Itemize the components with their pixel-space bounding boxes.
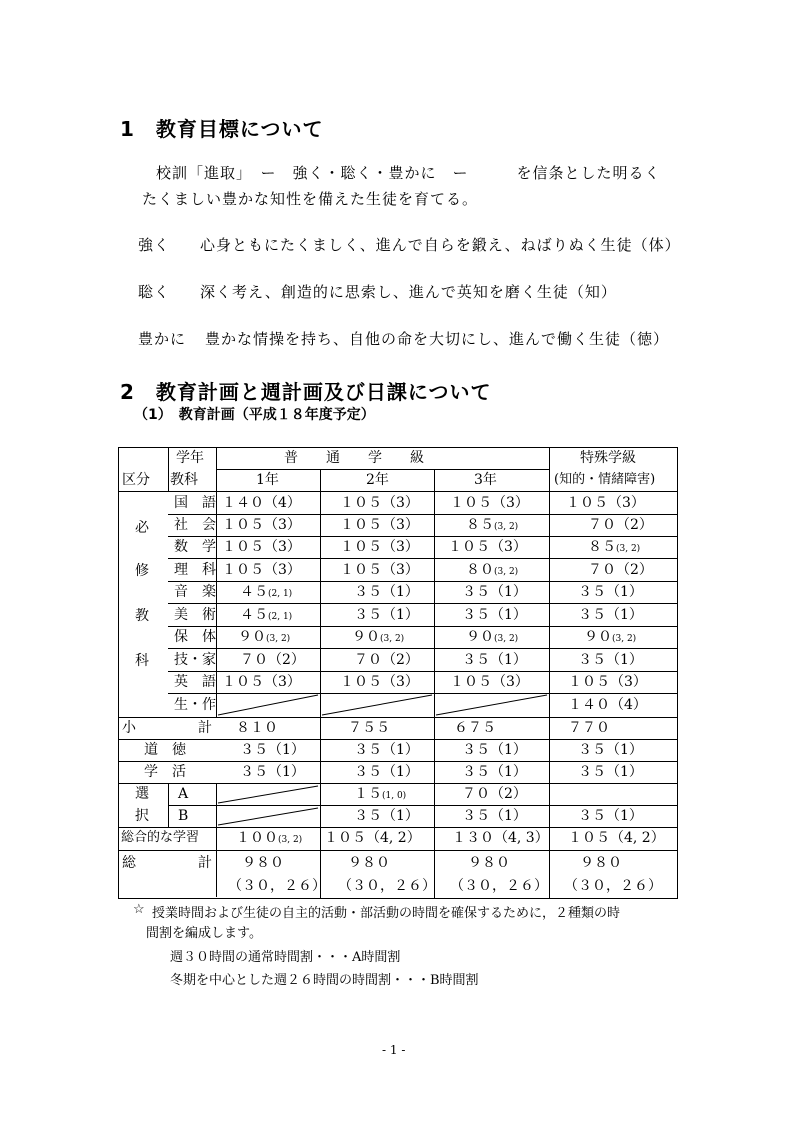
subject-cell-sub: (2, 1) [268, 589, 293, 599]
dotoku-y3: ３５（1） [462, 742, 527, 758]
shokei-label-b: 計 [198, 720, 212, 736]
sokei-y2: ９８０ [348, 855, 390, 871]
subject-cell-value: １０５（3） [222, 517, 301, 533]
sentaku-a-label: A [178, 786, 189, 802]
section1-title: 1 教育目標について [120, 117, 324, 141]
section2-subtitle: （1） 教育計画（平成１８年度予定） [134, 407, 375, 423]
dotoku-label: 道 徳 [144, 742, 186, 758]
subject-cell-c1 [222, 514, 301, 536]
shokei-tokushu: ７７０ [568, 720, 610, 736]
sentaku-a-y2-value: １５ [354, 786, 382, 802]
subject-cell-sub: (3, 2) [494, 567, 519, 577]
subject-cell-c2 [352, 626, 404, 650]
subject-cell-c1 [222, 536, 301, 558]
subject-cell-c4 [578, 649, 643, 671]
sentaku-b-tokushu: ３５（1） [578, 808, 643, 824]
hisshu-char-4: 科 [135, 653, 149, 669]
subject-cell-sub: (3, 2) [380, 634, 405, 644]
diagonal-strikes-seisaku [216, 693, 551, 718]
gakkatsu-y3: ３５（1） [462, 764, 527, 780]
subject-cell-value: １０５（3） [450, 674, 529, 690]
subject-cell-c4 [588, 559, 653, 581]
sokei-tokushu-sub: （３０，２６） [564, 878, 662, 894]
sogo-y1-sub: (3, 2) [278, 835, 303, 845]
motto-line2: たくましい豊かな知性を備えた生徒を育てる。 [142, 190, 479, 208]
subject-cell-sub: (3, 2) [494, 634, 519, 644]
subject-cell-value: ９０ [352, 629, 380, 645]
gakkatsu-tokushu: ３５（1） [578, 764, 643, 780]
subject-cell-c4 [566, 492, 645, 514]
sogo-y1-value: １００ [236, 830, 278, 846]
subject-name: 生・作 [174, 697, 216, 713]
subject-cell-c2 [340, 492, 419, 514]
subject-cell-c1 [240, 581, 292, 605]
sentaku-a-y2 [354, 783, 406, 807]
subject-name: 国 語 [174, 495, 216, 511]
subject-cell-value: １０５（3） [450, 495, 529, 511]
subject-cell-c4 [588, 536, 640, 560]
subject-cell-c2 [340, 536, 419, 558]
sentaku-a-y3: ７０（2） [462, 786, 527, 802]
hdr-tokushu-sub: (知的・情緒障害) [554, 472, 656, 487]
gakkatsu-y1: ３５（1） [240, 764, 305, 780]
subject-name: 英 語 [174, 674, 216, 690]
subject-cell-c1 [240, 604, 292, 628]
hisshu-char-3: 教 [135, 608, 149, 624]
subject-cell-c4 [578, 604, 643, 626]
sogo-y1 [236, 827, 302, 851]
subject-cell-value: １０５（3） [340, 517, 419, 533]
sokei-y1-sub: （３０，２６） [228, 878, 326, 894]
hisshu-char-2: 修 [135, 563, 149, 579]
subject-cell-value: ９０ [584, 629, 612, 645]
subject-name: 音 楽 [174, 584, 216, 600]
subject-cell-c3 [448, 536, 527, 558]
note-line2: 間割を編成します。 [146, 926, 262, 941]
note-line3: 週３０時間の通常時間割・・・A時間割 [170, 950, 401, 965]
subject-cell-value: ８０ [466, 562, 494, 578]
page-number: - 1 - [382, 1043, 406, 1057]
subject-cell-c1 [238, 626, 290, 650]
sentaku-b-y3: ３５（1） [462, 808, 527, 824]
sokei-label-a: 総 [122, 855, 136, 871]
subject-cell-value: １０５（3） [340, 495, 419, 511]
note-line1: 授業時間および生徒の自主的活動・部活動の時間を確保するために，２種類の時 [152, 906, 621, 921]
subject-cell-value: ９０ [238, 629, 266, 645]
subject-cell-c1 [222, 492, 301, 514]
subject-cell-value: １０５（3） [340, 562, 419, 578]
subject-name: 技・家 [174, 652, 216, 668]
subject-cell-c4 [578, 581, 643, 603]
subject-cell-sub: (3, 2) [494, 522, 519, 532]
note-star: ☆ [133, 902, 145, 917]
goal-text-yutaka: 豊かな情操を持ち、自他の命を大切にし、進んで働く生徒（徳） [205, 330, 670, 348]
subject-cell-value: ３５（1） [578, 607, 643, 623]
gakkatsu-y2: ３５（1） [354, 764, 419, 780]
subject-cell-c4 [568, 694, 647, 716]
hisshu-char-1: 必 [135, 520, 149, 536]
subject-name: 社 会 [174, 517, 216, 533]
subject-name: 理 科 [174, 562, 216, 578]
subject-cell-sub: (3, 2) [612, 634, 637, 644]
sokei-y2-sub: （３０，２６） [338, 878, 436, 894]
subject-cell-value: １０５（3） [340, 539, 419, 555]
subject-cell-value: １４０（4） [222, 495, 301, 511]
subject-cell-c2 [340, 559, 419, 581]
subject-name: 数 学 [174, 539, 216, 555]
hdr-gakunen: 学年 [176, 450, 204, 466]
subject-name: 美 術 [174, 607, 216, 623]
shokei-label-a: 小 [122, 720, 136, 736]
subject-cell-c3 [450, 671, 529, 693]
sentaku-b-label: B [178, 808, 189, 824]
subject-cell-c1 [222, 559, 301, 581]
dotoku-tokushu: ３５（1） [578, 742, 643, 758]
subject-name: 保 体 [174, 629, 216, 645]
subject-cell-c2 [354, 604, 419, 626]
subject-cell-value: １０５（3） [222, 539, 301, 555]
hdr-kyoka: 教科 [170, 472, 198, 488]
subject-cell-c2 [340, 671, 419, 693]
goal-text-tsuyoku: 心身ともにたくましく、進んで自らを鍛え、ねばりぬく生徒（体） [200, 236, 681, 254]
subject-cell-value: ３５（1） [462, 607, 527, 623]
section2-title: 2 教育計画と週計画及び日課について [120, 380, 492, 404]
subject-cell-c3 [450, 492, 529, 514]
subject-cell-sub: (3, 2) [616, 544, 641, 554]
sentaku-b-y2: ３５（1） [354, 808, 419, 824]
subject-cell-value: ３５（1） [354, 584, 419, 600]
subject-cell-c4 [584, 626, 636, 650]
subject-cell-value: １４０（4） [568, 697, 647, 713]
hdr-year3: 3年 [474, 472, 497, 488]
sokei-y3: ９８０ [468, 855, 510, 871]
subject-cell-value: ４５ [240, 607, 268, 623]
subject-cell-value: １０５（3） [222, 674, 301, 690]
goal-text-satoku: 深く考え、創造的に思索し、進んで英知を磨く生徒（知） [200, 283, 617, 301]
shokei-y3: ６７５ [454, 720, 496, 736]
goal-label-satoku: 聡く [138, 283, 171, 301]
subject-cell-value: ９０ [466, 629, 494, 645]
sentaku-a-y2-sub: (1, 0) [382, 791, 407, 801]
subject-cell-value: １０５（3） [448, 539, 527, 555]
dotoku-y2: ３５（1） [354, 742, 419, 758]
subject-cell-value: ８５ [588, 539, 616, 555]
subject-cell-c3 [466, 626, 518, 650]
subject-cell-c1 [240, 649, 305, 671]
subject-cell-c3 [466, 514, 518, 538]
sokei-label-b: 計 [198, 855, 212, 871]
goal-label-tsuyoku: 強く [138, 236, 171, 254]
hdr-year1: 1年 [256, 472, 279, 488]
subject-cell-value: ７０（2） [240, 652, 305, 668]
shokei-y1: ８１０ [236, 720, 278, 736]
sogo-y2: １０５（4, 2） [324, 830, 421, 846]
subject-cell-sub: (3, 2) [266, 634, 291, 644]
hdr-kubun: 区分 [122, 472, 150, 488]
hdr-futsu: 普 通 学 級 [284, 450, 424, 466]
subject-cell-value: ３５（1） [578, 584, 643, 600]
subject-cell-value: ７０（2） [588, 517, 653, 533]
subject-cell-value: ７０（2） [588, 562, 653, 578]
subject-cell-value: １０５（3） [568, 674, 647, 690]
subject-cell-value: １０５（3） [566, 495, 645, 511]
sokei-y3-sub: （３０，２６） [450, 878, 548, 894]
subject-cell-c4 [568, 671, 647, 693]
subject-cell-c2 [354, 649, 419, 671]
subject-cell-value: １０５（3） [222, 562, 301, 578]
diagonal-strike-sentaku-b [216, 805, 321, 828]
subject-cell-value: ８５ [466, 517, 494, 533]
dotoku-y1: ３５（1） [240, 742, 305, 758]
sogo-tokushu: １０５（4, 2） [568, 830, 665, 846]
sogo-y3: １３０（4, 3） [452, 830, 549, 846]
gakkatsu-label: 学 活 [144, 764, 186, 780]
sentaku-char-2: 択 [135, 808, 149, 824]
subject-cell-c3 [462, 604, 527, 626]
subject-cell-c1 [222, 671, 301, 693]
subject-cell-c2 [340, 514, 419, 536]
sokei-tokushu: ９８０ [580, 855, 622, 871]
note-line4: 冬期を中心とした週２６時間の時間割・・・B時間割 [170, 973, 479, 988]
motto-line1: 校訓「進取」 ー 強く・聡く・豊かに ー を信条とした明るく [156, 164, 661, 182]
subject-cell-value: ３５（1） [462, 652, 527, 668]
hdr-year2: 2年 [366, 472, 389, 488]
subject-cell-value: ３５（1） [354, 607, 419, 623]
subject-cell-c3 [462, 581, 527, 603]
subject-cell-value: ３５（1） [578, 652, 643, 668]
goal-label-yutaka: 豊かに [138, 330, 187, 348]
subject-cell-c4 [588, 514, 653, 536]
subject-cell-c2 [354, 581, 419, 603]
subject-cell-c3 [462, 649, 527, 671]
subject-cell-c3 [466, 559, 518, 583]
subject-cell-value: ３５（1） [462, 584, 527, 600]
subject-cell-value: ７０（2） [354, 652, 419, 668]
sentaku-char-1: 選 [135, 786, 149, 802]
hdr-tokushu: 特殊学級 [580, 450, 636, 466]
subject-cell-value: １０５（3） [340, 674, 419, 690]
sogo-label: 総合的な学習 [121, 830, 200, 845]
diagonal-strike-sentaku-a [216, 783, 321, 806]
education-plan-table [118, 447, 678, 899]
shokei-y2: ７５５ [348, 720, 390, 736]
subject-cell-value: ４５ [240, 584, 268, 600]
subject-cell-sub: (2, 1) [268, 612, 293, 622]
sokei-y1: ９８０ [242, 855, 284, 871]
